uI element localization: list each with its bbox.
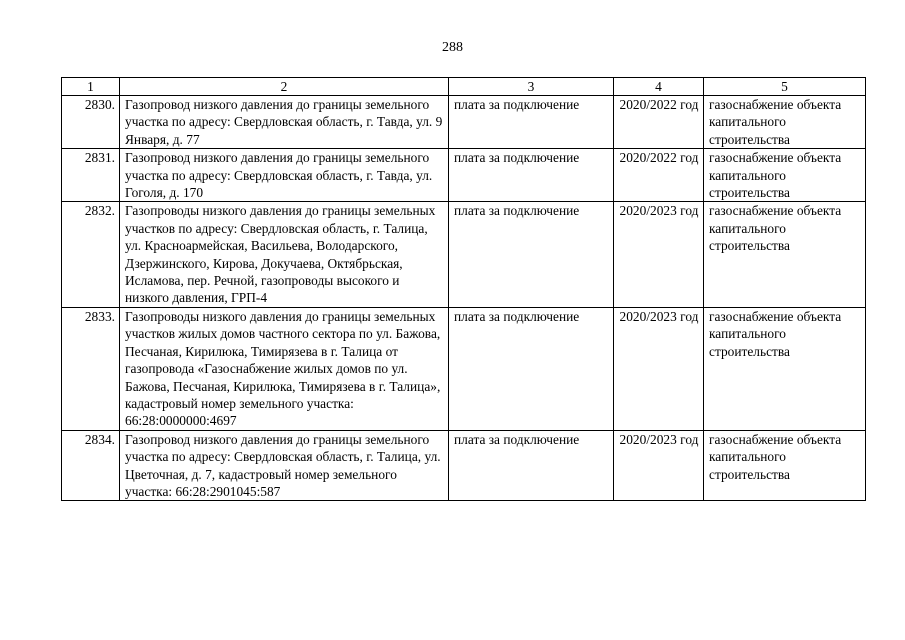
row-period: 2020/2022 год [614,149,704,202]
table-header-row [62,78,866,96]
row-number: 2830. [62,96,120,149]
page-number: 288 [442,40,463,55]
projects-table [61,77,866,501]
row-description: Газопровод низкого давления до границы земельного участка по адресу: Свердловская область, г. Тавда, ул. 9 Января, д. 77 [120,96,449,149]
row-funding: плата за подключение [449,149,614,202]
table-row [62,430,866,501]
row-period: 2020/2023 год [614,202,704,307]
row-description: Газопроводы низкого давления до границы земельных участков по адресу: Свердловская область, г. Талица, ул. Красноармейская, Васильева, Володарского, Дзержинского, Кирова, Докучаева, Октябрьская, Исламова, пер. Речной, газопроводы высокого и низкого давления, ГРП-4 [120,202,449,307]
row-funding: плата за подключение [449,307,614,430]
column-header-5: 5 [704,78,866,96]
table-row [62,96,866,149]
row-funding: плата за подключение [449,202,614,307]
row-description: Газопровод низкого давления до границы земельного участка по адресу: Свердловская область, г. Талица, ул. Цветочная, д. 7, кадастровый номер земельного участка: 66:28:2901045:587 [120,430,449,501]
row-description: Газопроводы низкого давления до границы земельных участков жилых домов частного сектора по ул. Бажова, Песчаная, Кирилюка, Тимирязева в г. Талица от газопровода «Газоснабжение жилых домов по ул. Бажова, Песчаная, Кирилюка, Тимирязева в г. Талица», кадастровый номер земельного участка: 66:28:0000000:4697 [120,307,449,430]
row-funding: плата за подключение [449,96,614,149]
row-purpose: газоснабжение объекта капитального строительства [704,307,866,430]
table-row [62,202,866,307]
row-number: 2831. [62,149,120,202]
row-number: 2833. [62,307,120,430]
table-row [62,149,866,202]
row-funding: плата за подключение [449,430,614,501]
row-purpose: газоснабжение объекта капитального строительства [704,149,866,202]
row-number: 2834. [62,430,120,501]
row-purpose: газоснабжение объекта капитального строительства [704,202,866,307]
row-period: 2020/2022 год [614,96,704,149]
column-header-1: 1 [62,78,120,96]
row-description: Газопровод низкого давления до границы земельного участка по адресу: Свердловская область, г. Тавда, ул. Гоголя, д. 170 [120,149,449,202]
column-header-4: 4 [614,78,704,96]
column-header-2: 2 [120,78,449,96]
column-header-3: 3 [449,78,614,96]
row-purpose: газоснабжение объекта капитального строительства [704,96,866,149]
row-number: 2832. [62,202,120,307]
row-period: 2020/2023 год [614,430,704,501]
row-period: 2020/2023 год [614,307,704,430]
table-row [62,307,866,430]
row-purpose: газоснабжение объекта капитального строительства [704,430,866,501]
